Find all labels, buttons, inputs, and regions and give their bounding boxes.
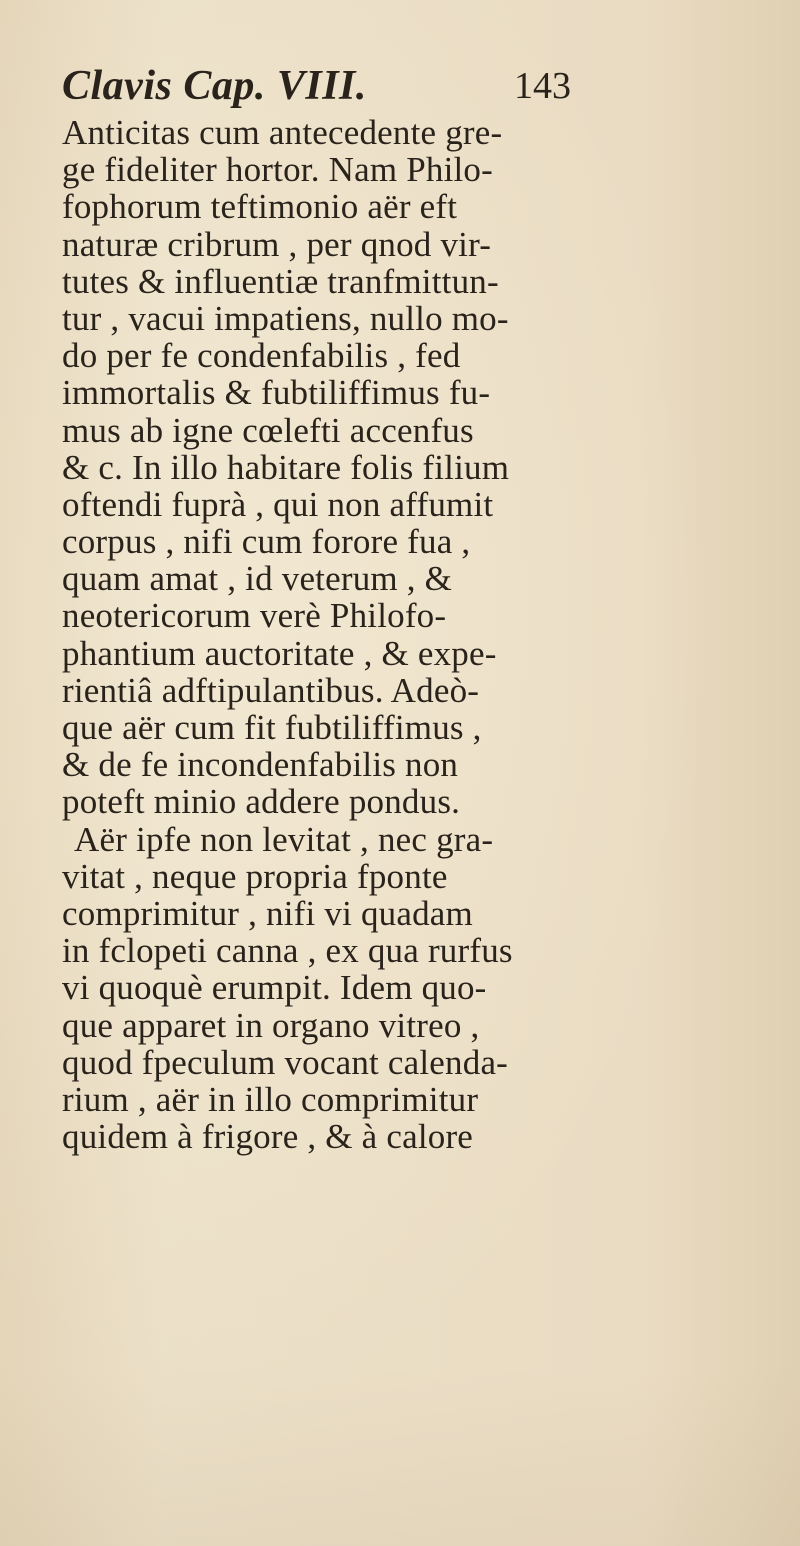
text-line: quidem à frigore , & à calore — [62, 1117, 474, 1157]
page-header — [62, 62, 582, 110]
text-line: poteft minio addere pondus. — [62, 782, 461, 822]
text-line: immortalis & fubtiliffimus fu- — [62, 373, 491, 413]
text-line: comprimitur , nifi vi quadam — [62, 893, 473, 933]
text-line: in fclopeti canna , ex qua rurfus — [62, 931, 513, 971]
paper-stain — [0, 1366, 800, 1546]
text-line: rium , aër in illo comprimitur — [62, 1079, 479, 1119]
text-line: & c. In illo habitare folis filium — [62, 447, 510, 487]
text-line: rientiâ adftipulantibus. Adeò- — [62, 670, 480, 710]
running-head: Clavis Cap. VIII. — [62, 63, 367, 109]
paragraph-start-line: Aër ipfe non levitat , nec gra- — [74, 819, 494, 859]
text-line: neotericorum verè Philofo- — [62, 596, 447, 636]
text-line: tur , vacui impatiens, nullo mo- — [62, 298, 509, 338]
text-line: phantium auctoritate , & expe- — [62, 633, 497, 673]
text-line: ge fideliter hortor. Nam Philo- — [62, 150, 493, 190]
text-line: quam amat , id veterum , & — [62, 559, 453, 599]
body-text — [62, 114, 782, 1155]
text-line: vitat , neque propria fponte — [62, 856, 448, 896]
text-line: quod fpeculum vocant calenda- — [62, 1042, 509, 1082]
text-line: corpus , nifi cum forore fua , — [62, 522, 471, 562]
text-line: oftendi fuprà , qui non affumit — [62, 484, 494, 524]
page-number: 143 — [514, 65, 571, 107]
text-line: vi quoquè erumpit. Idem quo- — [62, 968, 487, 1008]
text-line: do per fe condenfabilis , fed — [62, 336, 461, 376]
text-line: & de fe incondenfabilis non — [62, 745, 459, 785]
text-line: tutes & influentiæ tranfmittun- — [62, 261, 499, 301]
text-line: fophorum teftimonio aër eft — [62, 187, 458, 227]
text-line: Anticitas cum antecedente gre- — [62, 113, 503, 152]
text-line: que apparet in organo vitreo , — [62, 1005, 480, 1045]
text-line: naturæ cribrum , per qnod vir- — [62, 224, 492, 264]
text-line: mus ab igne cœlefti accenfus — [62, 410, 474, 450]
text-line: que aër cum fit fubtiliffimus , — [62, 708, 482, 747]
